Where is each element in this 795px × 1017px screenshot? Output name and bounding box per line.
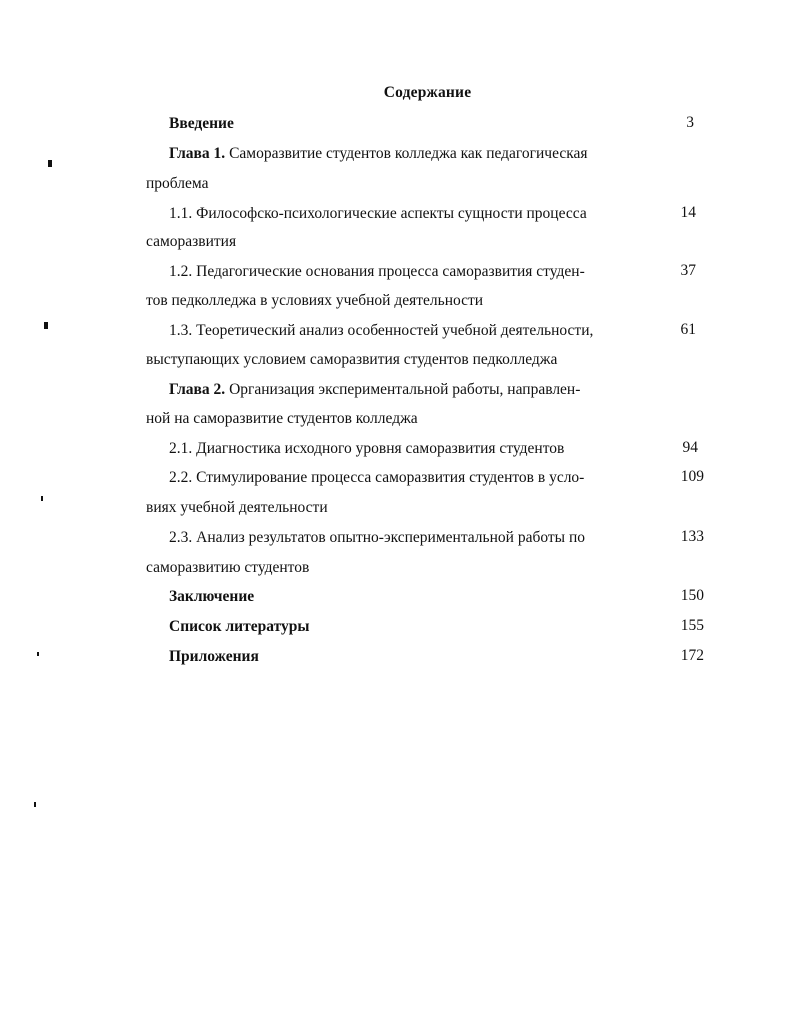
chapter-title: Саморазвитие студентов колледжа как педагогическая (229, 145, 588, 162)
toc-entry-2-3: 2.3. Анализ результатов опытно-экспериментальной работы по (169, 529, 585, 546)
toc-entry-chapter-1-cont: проблема (146, 175, 209, 192)
toc-page-number: 37 (680, 262, 696, 279)
toc-entry-2-3-cont: саморазвитию студентов (146, 559, 310, 576)
scan-mark (37, 652, 39, 656)
toc-page-number: 61 (680, 321, 696, 338)
toc-entry-1-3-cont: выступающих условием саморазвития студентов педколледжа (146, 351, 558, 368)
toc-page-number: 94 (682, 439, 698, 456)
toc-page-number: 133 (680, 528, 704, 545)
toc-page-number: 172 (680, 647, 704, 664)
chapter-label: Глава 1. (169, 145, 226, 162)
toc-entry-chapter-2 (169, 381, 580, 399)
toc-entry-1-3: 1.3. Теоретический анализ особенностей учебной деятельности, (169, 322, 594, 339)
toc-entry-2-2-cont: виях учебной деятельности (146, 499, 328, 516)
toc-page-number: 150 (680, 587, 704, 604)
toc-page-number: 3 (686, 114, 694, 131)
page-title: Содержание (383, 84, 472, 101)
toc-entry-appendices: Приложения (169, 648, 259, 665)
toc-entry-1-2: 1.2. Педагогические основания процесса саморазвития студен- (169, 263, 585, 280)
toc-entry-introduction: Введение (169, 115, 234, 132)
toc-entry-bibliography: Список литературы (169, 618, 310, 635)
toc-page-number: 109 (680, 468, 704, 485)
toc-entry-chapter-1 (169, 145, 588, 163)
toc-page-number: 155 (680, 617, 704, 634)
toc-entry-1-1: 1.1. Философско-психологические аспекты сущности процесса (169, 205, 587, 222)
toc-entry-chapter-2-cont: ной на саморазвитие студентов колледжа (146, 410, 418, 427)
toc-entry-2-1: 2.1. Диагностика исходного уровня саморазвития студентов (169, 440, 565, 457)
chapter-title: Организация экспериментальной работы, направлен- (229, 381, 581, 398)
scan-mark (48, 160, 52, 167)
scan-mark (44, 322, 48, 329)
toc-entry-1-2-cont: тов педколледжа в условиях учебной деятельности (146, 292, 484, 309)
toc-entry-2-2: 2.2. Стимулирование процесса саморазвития студентов в усло- (169, 469, 585, 486)
chapter-label: Глава 2. (169, 381, 226, 398)
toc-page-number: 14 (680, 204, 696, 221)
scan-mark (41, 496, 43, 501)
toc-entry-1-1-cont: саморазвития (146, 233, 237, 250)
toc-entry-conclusion: Заключение (169, 588, 255, 605)
scan-mark (34, 802, 36, 807)
